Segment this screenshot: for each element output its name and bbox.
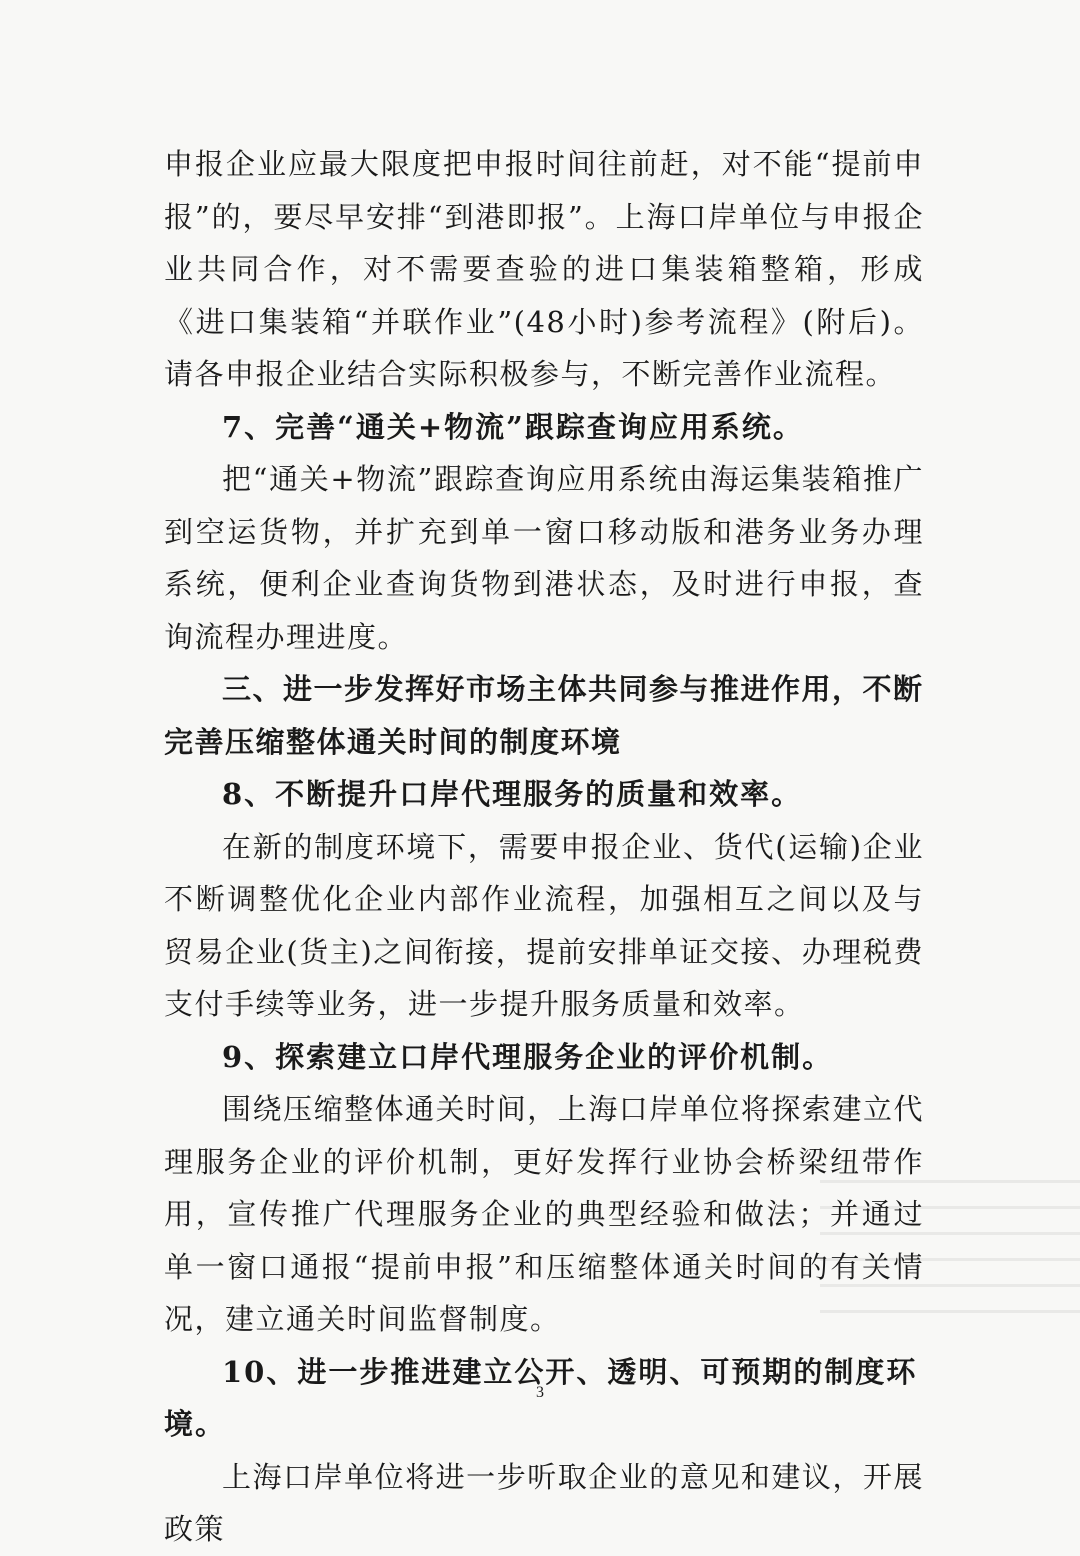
item-9-heading: 9、探索建立口岸代理服务企业的评价机制。: [222, 1039, 834, 1074]
paragraph-continued: 申报企业应最大限度把申报时间往前赶，对不能“提前申报”的，要尽早安排“到港即报”。上海口岸单位与申报企业共同合作，对不需要查验的进口集装箱整箱，形成《进口集装箱“并联作业”(48小时)参考流程》(附后)。请各申报企业结合实际积极参与，不断完善作业流程。: [164, 147, 924, 391]
item-9-body: 围绕压缩整体通关时间，上海口岸单位将探索建立代理服务企业的评价机制，更好发挥行业协会桥梁纽带作用，宣传推广代理服务企业的典型经验和做法；并通过单一窗口通报“提前申报”和压缩整体通关时间的有关情况，建立通关时间监督制度。: [164, 1092, 924, 1336]
item-10-body: 上海口岸单位将进一步听取企业的意见和建议，开展政策: [164, 1459, 924, 1546]
item-8-heading: 8、不断提升口岸代理服务的质量和效率。: [222, 777, 803, 811]
item-10-heading: 10、进一步推进建立公开、透明、可预期的制度环境。: [164, 1354, 918, 1441]
page-number: 3: [536, 1384, 544, 1401]
document-body: [164, 138, 924, 1556]
item-7-heading: 7、完善“通关+物流”跟踪查询应用系统。: [222, 409, 804, 444]
item-8-body: 在新的制度环境下，需要申报企业、货代(运输)企业不断调整优化企业内部作业流程，加强相互之间以及与贸易企业(货主)之间衔接，提前安排单证交接、办理税费支付手续等业务，进一步提升服务质量和效率。: [164, 829, 924, 1021]
section-3-heading: 三、进一步发挥好市场主体共同参与推进作用，不断完善压缩整体通关时间的制度环境: [164, 672, 924, 759]
item-7-body: 把“通关+物流”跟踪查询应用系统由海运集装箱推广到空运货物，并扩充到单一窗口移动版和港务业务办理系统，便利企业查询货物到港状态，及时进行申报，查询流程办理进度。: [164, 462, 924, 654]
